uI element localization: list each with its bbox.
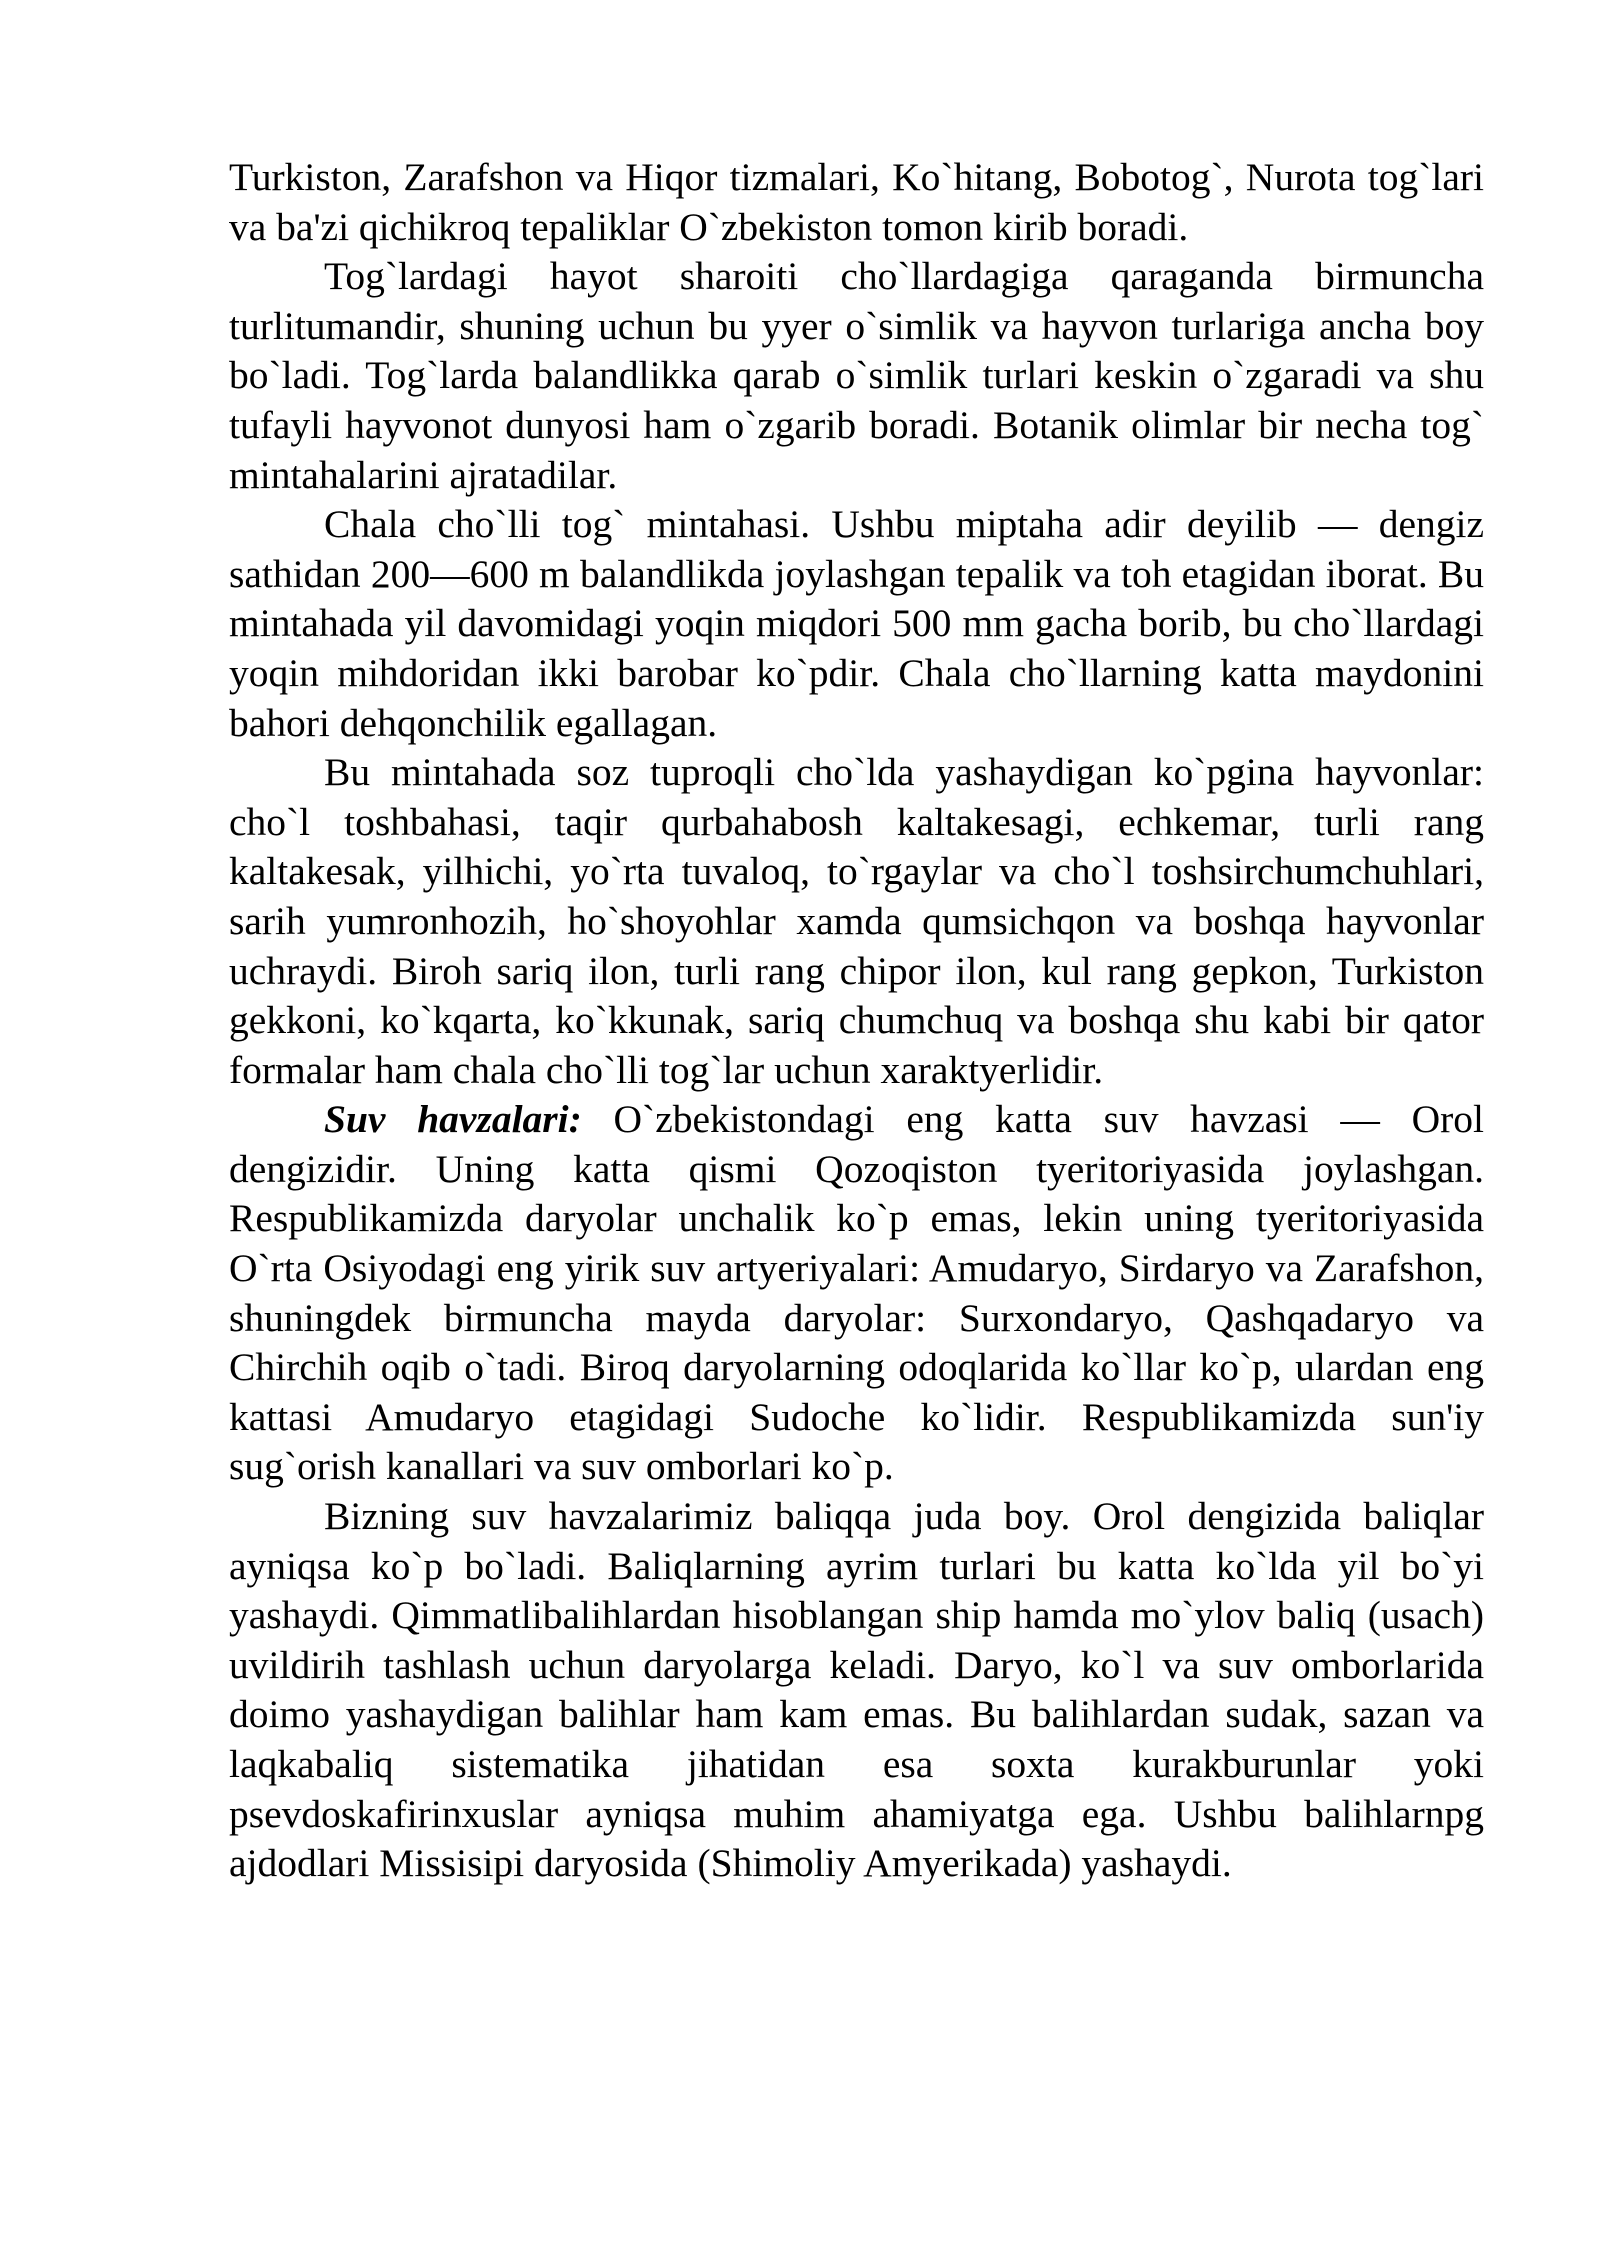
paragraph-5-text: O`zbekistondagi eng katta suv havzasi — Orol dengizidir. Uning katta qismi Qozoqiston tyeritoriyasida joylashgan. Respublikamizda daryolar unchalik ko`p emas, lekin uning tyeritoriyasida O`rta Osiyodagi eng yirik suv artyeriyalari: Amudaryo, Sirdaryo va Zarafshon, shuningdek birmuncha mayda daryolar: Surxondaryo, Qashqadaryo va Chirchih oqib o`tadi. Biroq daryolarning odoqlarida ko`llar ko`p, ulardan eng kattasi Amudaryo etagidagi Sudoche ko`lidir. Respublikamizda sun'iy sug`orish kanallari va suv omborlari ko`p. [229,1097,1484,1489]
document-body [229,153,1484,1889]
paragraph-3 [229,500,1484,748]
paragraph-5 [229,1095,1484,1492]
paragraph-6-text: Bizning suv havzalarimiz baliqqa juda boy. Orol dengizida baliqlar ayniqsa ko`p bo`ladi. Baliqlarning ayrim turlari bu katta ko`lda yil bo`yi yashaydi. Qimmatlibalihlardan hisoblangan ship hamda mo`ylov baliq (usach) uvildirih tashlash uchun daryolarga keladi. Daryo, ko`l va suv omborlarida doimo yashaydigan balihlar ham kam emas. Bu balihlardan sudak, sazan va laqkabaliq sistematika jihatidan esa soxta kurakburunlar yoki psevdoskafirinxuslar ayniqsa muhim ahamiyatga ega. Ushbu balihlarnpg ajdodlari Missisipi daryosida (Shimoliy Amyerikada) yashaydi. [229,1494,1484,1886]
paragraph-2-text: Tog`lardagi hayot sharoiti cho`llardagiga qaraganda birmuncha turlitumandir, shuning uchun bu yyer o`simlik va hayvon turlariga ancha boy bo`ladi. Tog`larda balandlikka qarab o`simlik turlari keskin o`zgaradi va shu tufayli hayvonot dunyosi ham o`zgarib boradi. Botanik olimlar bir necha tog` mintahalarini ajratadilar. [229,254,1484,497]
paragraph-1-text: Turkiston, Zarafshon va Hiqor tizmalari, Ko`hitang, Bobotog`, Nurota tog`lari va ba'zi qichikroq tepaliklar O`zbekiston tomon kirib boradi. [229,155,1484,249]
paragraph-3-text: Chala cho`lli tog` mintahasi. Ushbu miptaha adir deyilib — dengiz sathidan 200—600 m balandlikda joylashgan tepalik va toh etagidan iborat. Bu mintahada yil davomidagi yoqin miqdori 500 mm gacha borib, bu cho`llardagi yoqin mihdoridan ikki barobar ko`pdir. Chala cho`llarning katta maydonini bahori dehqonchilik egallagan. [229,502,1484,745]
paragraph-4-text: Bu mintahada soz tuproqli cho`lda yashaydigan ko`pgina hayvonlar: cho`l toshbahasi, taqir qurbahabosh kaltakesagi, echkemar, turli rang kaltakesak, yilhichi, yo`rta tuvaloq, to`rgaylar va cho`l toshsirchumchuhlari, sarih yumronhozih, ho`shoyohlar xamda qumsichqon va boshqa hayvonlar uchraydi. Biroh sariq ilon, turli rang chipor ilon, kul rang gepkon, Turkiston gekkoni, ko`kqarta, ko`kkunak, sariq chumchuq va boshqa shu kabi bir qator formalar ham chala cho`lli tog`lar uchun xaraktyerlidir. [229,750,1484,1092]
section-heading-suv-havzalari: Suv havzalari: [324,1097,582,1142]
paragraph-6 [229,1492,1484,1889]
paragraph-2 [229,252,1484,500]
paragraph-4 [229,748,1484,1095]
paragraph-1 [229,153,1484,252]
